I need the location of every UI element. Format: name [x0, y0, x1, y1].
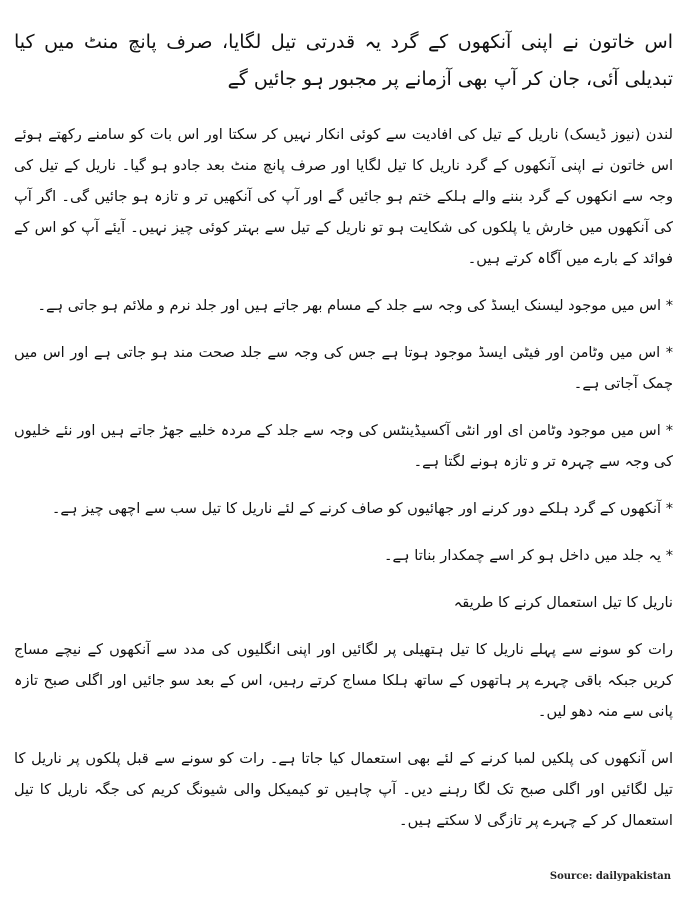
article [14, 24, 673, 852]
method-paragraph-1: رات کو سونے سے پہلے ناریل کا تیل ہتھیلی پر لگائیں اور اپنی انگلیوں کی مدد سے آنکھوں کے نیچے مساج کریں جبکہ باقی چہرے پر ہاتھوں کے ساتھ ہلکا مساج کرتے رہیں، اس کے بعد سو جائیں اور اگلی صبح تازہ پانی سے منہ دھو لیں۔ [14, 641, 673, 720]
method-paragraph-2: اس آنکھوں کی پلکیں لمبا کرنے کے لئے بھی استعمال کیا جاتا ہے۔ رات کو سونے سے قبل پلکوں پر ناریل کا تیل لگائیں اور اگلی صبح تک لگا رہنے دیں۔ آپ چاہیں تو کیمیکل والی شیونگ کریم کی جگہ ناریل کا تیل استعمال کر کے چہرے پر تازگی لا سکتے ہیں۔ [14, 750, 673, 829]
intro-paragraph: لندن (نیوز ڈیسک) ناریل کے تیل کی افادیت سے کوئی انکار نہیں کر سکتا اور اس بات کو سامنے رکھتے ہوئے اس خاتون نے اپنی آنکھوں کے گرد ناریل کا تیل لگایا اور صرف پانچ منٹ بعد جادو ہو گیا۔ ناریل کے تیل کی وجہ سے انکھوں کے گرد بننے والے ہلکے ختم ہو جائیں گے اور آپ کی آنکھیں تر و تازہ ہو جائیں گی۔ اگر آپ کی آنکھوں میں خارش یا پلکوں کی شکایت ہو تو ناریل کے تیل سے بہتر کوئی چیز نہیں۔ آیئے آپ کو اس کے فوائد کے بارے میں آگاہ کرتے ہیں۔ [14, 126, 673, 267]
benefit-item-5: * یہ جلد میں داخل ہو کر اسے چمکدار بناتا ہے۔ [383, 547, 673, 564]
benefit-item-3: * اس میں موجود وٹامن ای اور انٹی آکسیڈینٹس کی وجہ سے جلد کے مردہ خلیے جھڑ جاتے ہیں اور نئے خلیوں کی وجہ سے چہرہ تر و تازہ ہونے لگتا ہے۔ [14, 422, 673, 470]
benefit-item-1: * اس میں موجود لیسنک ایسڈ کی وجہ سے جلد کے مسام بھر جاتے ہیں اور جلد نرم و ملائم ہو جاتی ہے۔ [37, 297, 673, 314]
source-credit: Source: dailypakistan [549, 871, 671, 882]
method-heading: ناریل کا تیل استعمال کرنے کا طریقہ [453, 594, 673, 611]
article-headline: اس خاتون نے اپنی آنکھوں کے گرد یہ قدرتی تیل لگایا، صرف پانچ منٹ میں کیا تبدیلی آئی، جان کر آپ بھی آزمانے پر مجبور ہو جائیں گے [14, 31, 673, 90]
benefit-item-2: * اس میں وٹامن اور فیٹی ایسڈ موجود ہوتا ہے جس کی وجہ سے جلد صحت مند ہو جاتی ہے اور اس میں چمک آجاتی ہے۔ [14, 344, 673, 392]
benefit-item-4: * آنکھوں کے گرد ہلکے دور کرنے اور جھائیوں کو صاف کرنے کے لئے ناریل کا تیل سب سے اچھی چیز ہے۔ [51, 500, 673, 517]
